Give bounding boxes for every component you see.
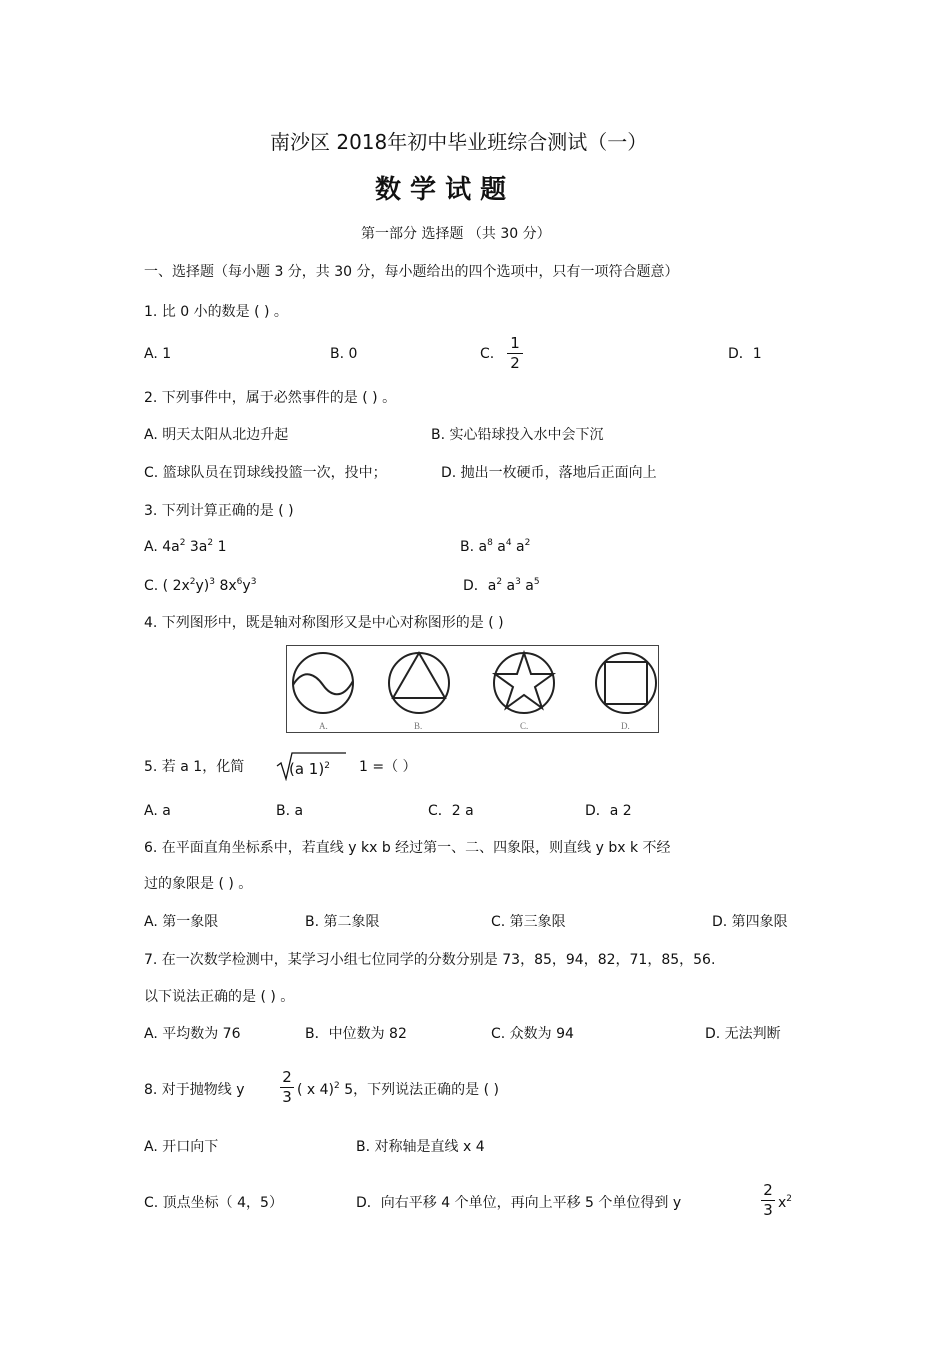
- fraction-numerator: 1: [510, 334, 520, 352]
- circle-triangle-figure: [389, 653, 449, 713]
- q6-option-c: C. 第三象限: [491, 914, 566, 930]
- circle-square-figure: [596, 653, 656, 713]
- q5-option-d: D．a 2: [585, 803, 632, 819]
- fraction-denominator: 3: [282, 1088, 292, 1106]
- subject-title: 数 学 试 题: [375, 175, 507, 205]
- q3-option-c: C. ( $2x^2y)^3$ $8x^6y^3$: [144, 577, 257, 594]
- q8-stem: 8. 对于抛物线 y: [144, 1082, 245, 1098]
- q3-option-d: D．$a^2$ $a^3$ $a^5$: [463, 577, 540, 594]
- fraction-numerator: 2: [763, 1181, 773, 1199]
- q6-option-b: B. 第二象限: [305, 914, 380, 930]
- q5-stem-end: 1 =（ ）: [359, 759, 417, 775]
- q8-stem-expr: ( x 4)$^2$ 5，下列说法正确的是 ( ): [297, 1081, 499, 1098]
- q5-option-c: C．2 a: [428, 803, 474, 819]
- q2-stem: 2. 下列事件中，属于必然事件的是 ( ) 。: [144, 390, 397, 406]
- q4-figure: [286, 645, 659, 733]
- radicand: (a 1): [289, 760, 325, 778]
- figure-label-b: B.: [414, 721, 423, 731]
- fraction-denominator: 2: [510, 354, 520, 372]
- q8-option-d-term: $x^2$: [778, 1194, 793, 1211]
- q6-stem-line2: 过的象限是 ( ) 。: [144, 876, 253, 892]
- circle-s-curve-figure: [293, 653, 353, 713]
- q5-option-a: A. a: [144, 803, 171, 819]
- circle-star-figure: [494, 653, 554, 713]
- q7-option-b: B．中位数为 82: [305, 1026, 407, 1042]
- q7-option-a: A. 平均数为 76: [144, 1026, 241, 1042]
- q3-option-a: A. $4a^2$ $3a^2$ 1: [144, 538, 227, 555]
- q8-option-c: C. 顶点坐标（ 4，5）: [144, 1195, 283, 1211]
- q5-stem: 5. 若 a 1，化简: [144, 759, 245, 775]
- q4-stem: 4. 下列图形中，既是轴对称图形又是中心对称图形的是 ( ): [144, 615, 504, 631]
- q7-option-c: C. 众数为 94: [491, 1026, 574, 1042]
- figure-label-d: D.: [621, 721, 630, 731]
- q8-fraction: [280, 1069, 294, 1106]
- q1-option-a: A. 1: [144, 346, 172, 362]
- q7-stem-line2: 以下说法正确的是 ( ) 。: [144, 989, 295, 1005]
- section-heading: 一、选择题（每小题 3 分，共 30 分，每小题给出的四个选项中，只有一项符合题意）: [144, 264, 679, 280]
- q2-option-c: C. 篮球队员在罚球线投篮一次，投中；: [144, 465, 387, 481]
- q6-option-a: A. 第一象限: [144, 914, 219, 930]
- figure-label-c: C.: [520, 721, 529, 731]
- q8-option-b: B. 对称轴是直线 x 4: [356, 1139, 485, 1155]
- q1-option-b: B. 0: [330, 346, 358, 362]
- q7-option-d: D. 无法判断: [705, 1026, 781, 1042]
- q7-stem-line1: 7. 在一次数学检测中，某学习小组七位同学的分数分别是 73，85，94，82，71，85，56.: [144, 952, 716, 968]
- fraction-denominator: 3: [763, 1201, 773, 1219]
- q2-option-d: D. 抛出一枚硬币，落地后正面向上: [441, 465, 657, 481]
- fraction-numerator: 2: [282, 1068, 292, 1086]
- q1-stem: 1. 比 0 小的数是 ( ) 。: [144, 304, 288, 320]
- figure-label-a: A.: [319, 721, 328, 731]
- q1-fraction: [507, 335, 523, 372]
- q2-option-a: A. 明天太阳从北边升起: [144, 427, 289, 443]
- q1-option-c: C.: [480, 346, 495, 362]
- q3-stem: 3. 下列计算正确的是 ( ): [144, 503, 294, 519]
- q8-option-a: A. 开口向下: [144, 1139, 219, 1155]
- q8-option-d: D．向右平移 4 个单位，再向上平移 5 个单位得到 y: [356, 1195, 682, 1211]
- part-heading: 第一部分 选择题 （共 30 分）: [361, 226, 551, 242]
- q5-option-b: B. a: [276, 803, 304, 819]
- exam-title: 南沙区 2018年初中毕业班综合测试（一）: [270, 130, 648, 154]
- q2-option-b: B. 实心铅球投入水中会下沉: [431, 427, 604, 443]
- q3-option-b: B. $a^8$ $a^4$ $a^2$: [460, 538, 531, 555]
- q8-option-d-fraction: [761, 1182, 775, 1219]
- q6-option-d: D. 第四象限: [712, 914, 788, 930]
- q6-stem-line1: 6. 在平面直角坐标系中，若直线 y kx b 经过第一、二、四象限，则直线 y bx k 不经: [144, 840, 671, 856]
- q1-option-d: D．1: [728, 346, 762, 362]
- q5-radical: (a 1)$^2$: [276, 751, 356, 781]
